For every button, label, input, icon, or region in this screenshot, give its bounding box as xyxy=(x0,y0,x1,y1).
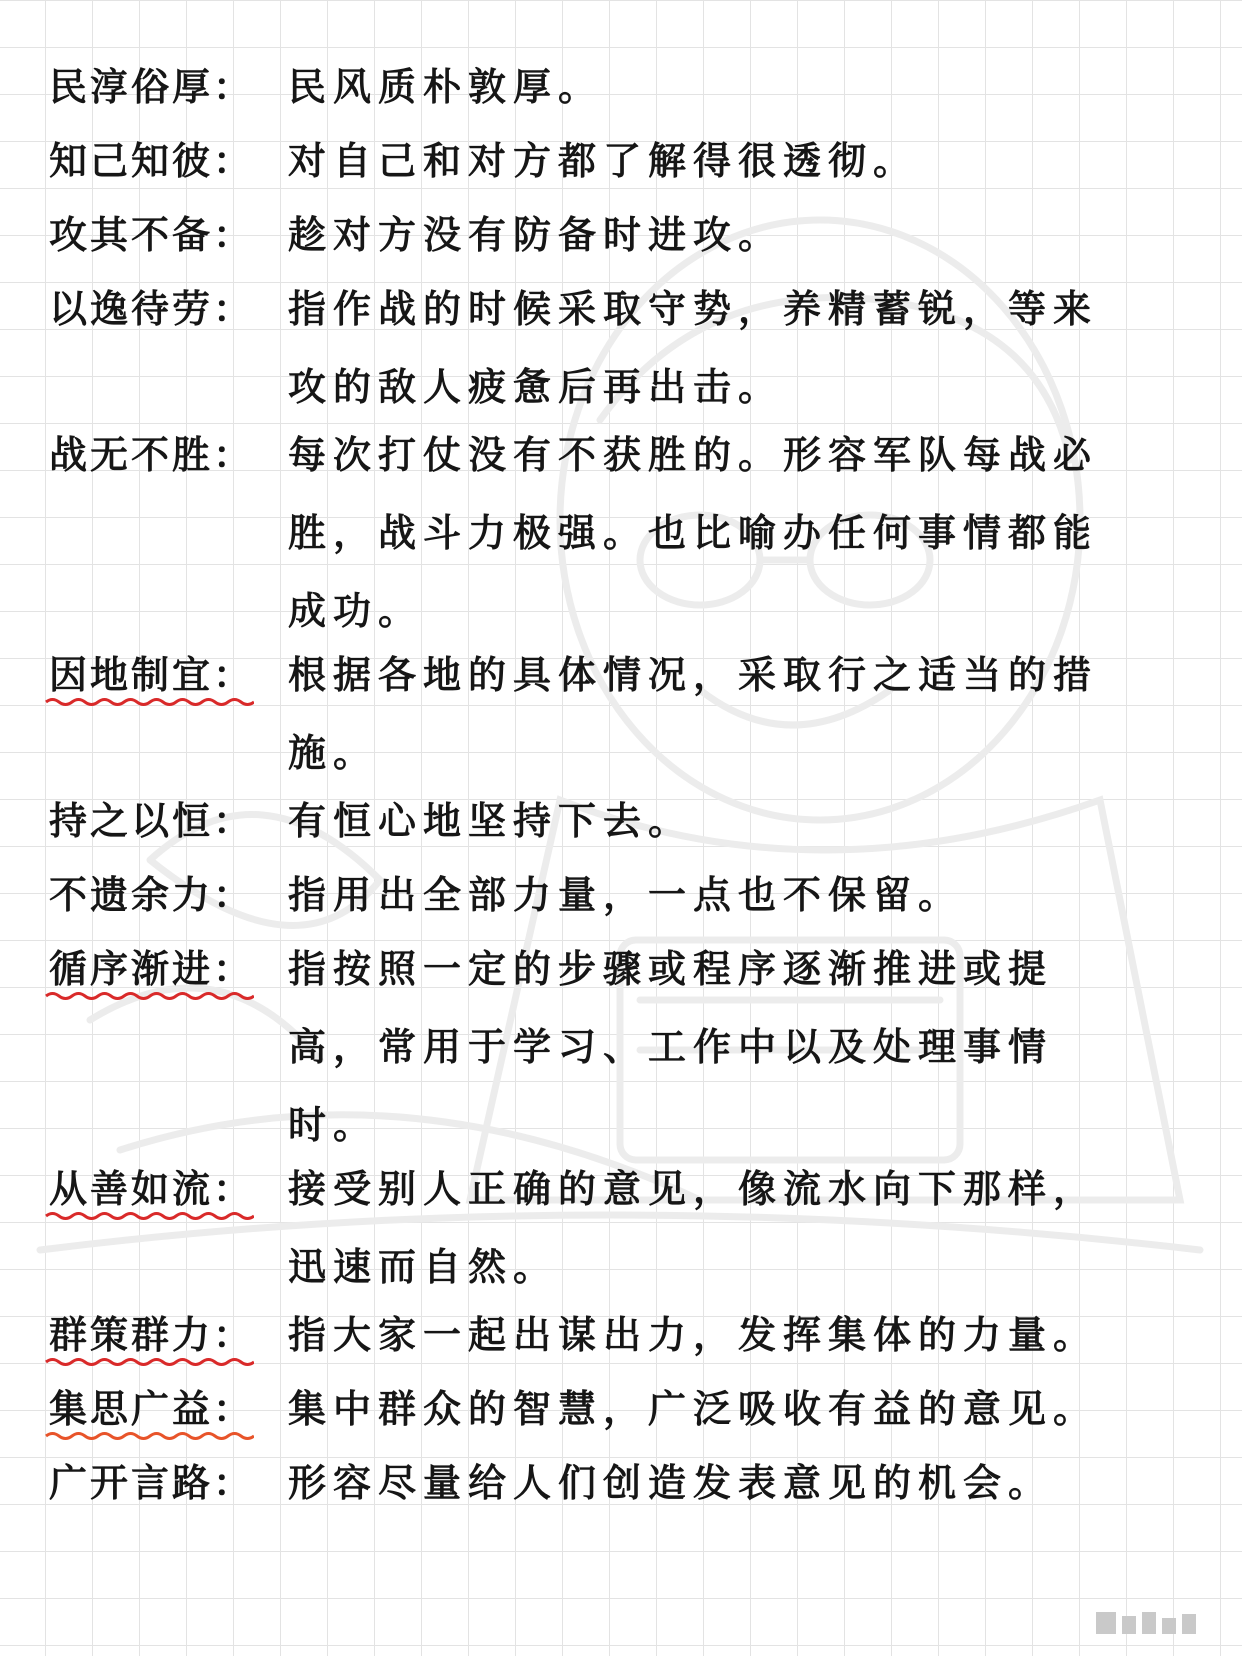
page-indicator[interactable] xyxy=(1096,1612,1206,1634)
idiom-definition xyxy=(288,636,1196,792)
definition-line: 胜，战斗力极强。也比喻办任何事情都能 xyxy=(288,511,1099,555)
idiom-term: 不遗余力： xyxy=(49,873,255,917)
idiom-definition xyxy=(288,122,1196,200)
wavy-underline xyxy=(44,990,254,1002)
definition-line: 对自己和对方都了解得很透彻。 xyxy=(288,139,919,183)
definition-line: 指作战的时候采取守势，养精蓄锐，等来 xyxy=(288,287,1099,331)
wavy-underline xyxy=(44,1430,254,1442)
idiom-definition xyxy=(288,856,1196,934)
definition-line: 攻的敌人疲惫后再出击。 xyxy=(288,365,784,409)
idiom-definition xyxy=(288,782,1196,860)
idiom-definition xyxy=(288,1150,1196,1306)
wavy-underline xyxy=(44,1356,254,1368)
definition-line: 指按照一定的步骤或程序逐渐推进或提 xyxy=(288,947,1054,991)
definition-line: 迅速而自然。 xyxy=(288,1245,559,1289)
idiom-term: 广开言路： xyxy=(49,1461,255,1505)
idiom-term: 以逸待劳： xyxy=(49,287,255,331)
idiom-term: 从善如流： xyxy=(49,1167,255,1211)
definition-line: 指用出全部力量，一点也不保留。 xyxy=(288,873,964,917)
definition-line: 趁对方没有防备时进攻。 xyxy=(288,213,784,257)
idiom-definition xyxy=(288,416,1196,650)
idiom-term: 集思广益： xyxy=(49,1387,255,1431)
definition-line: 根据各地的具体情况，采取行之适当的措 xyxy=(288,653,1099,697)
idiom-definition xyxy=(288,1444,1196,1522)
idiom-term: 群策群力： xyxy=(49,1313,255,1357)
idiom-definition xyxy=(288,1370,1196,1448)
idiom-term: 循序渐进： xyxy=(49,947,255,991)
definition-line: 民风质朴敦厚。 xyxy=(288,65,604,109)
idiom-term: 战无不胜： xyxy=(49,433,255,477)
idiom-term: 民淳俗厚： xyxy=(49,65,255,109)
definition-line: 成功。 xyxy=(288,589,424,633)
wavy-underline xyxy=(44,1210,254,1222)
idiom-term: 因地制宜： xyxy=(49,653,255,697)
definition-line: 高，常用于学习、工作中以及处理事情 xyxy=(288,1025,1054,1069)
idiom-term: 持之以恒： xyxy=(49,799,255,843)
idiom-definition xyxy=(288,1296,1196,1374)
definition-line: 每次打仗没有不获胜的。形容军队每战必 xyxy=(288,433,1099,477)
idiom-definition xyxy=(288,270,1196,426)
idiom-definition xyxy=(288,930,1196,1164)
definition-line: 有恒心地坚持下去。 xyxy=(288,799,694,843)
wavy-underline xyxy=(44,696,254,708)
idiom-definition xyxy=(288,48,1196,126)
idiom-term: 知己知彼： xyxy=(49,139,255,183)
definition-line: 施。 xyxy=(288,731,379,775)
idiom-definition xyxy=(288,196,1196,274)
definition-line: 指大家一起出谋出力，发挥集体的力量。 xyxy=(288,1313,1099,1357)
definition-line: 形容尽量给人们创造发表意见的机会。 xyxy=(288,1461,1054,1505)
definition-line: 接受别人正确的意见，像流水向下那样， xyxy=(288,1167,1099,1211)
idiom-term: 攻其不备： xyxy=(49,213,255,257)
definition-line: 时。 xyxy=(288,1103,379,1147)
definition-line: 集中群众的智慧，广泛吸收有益的意见。 xyxy=(288,1387,1099,1431)
